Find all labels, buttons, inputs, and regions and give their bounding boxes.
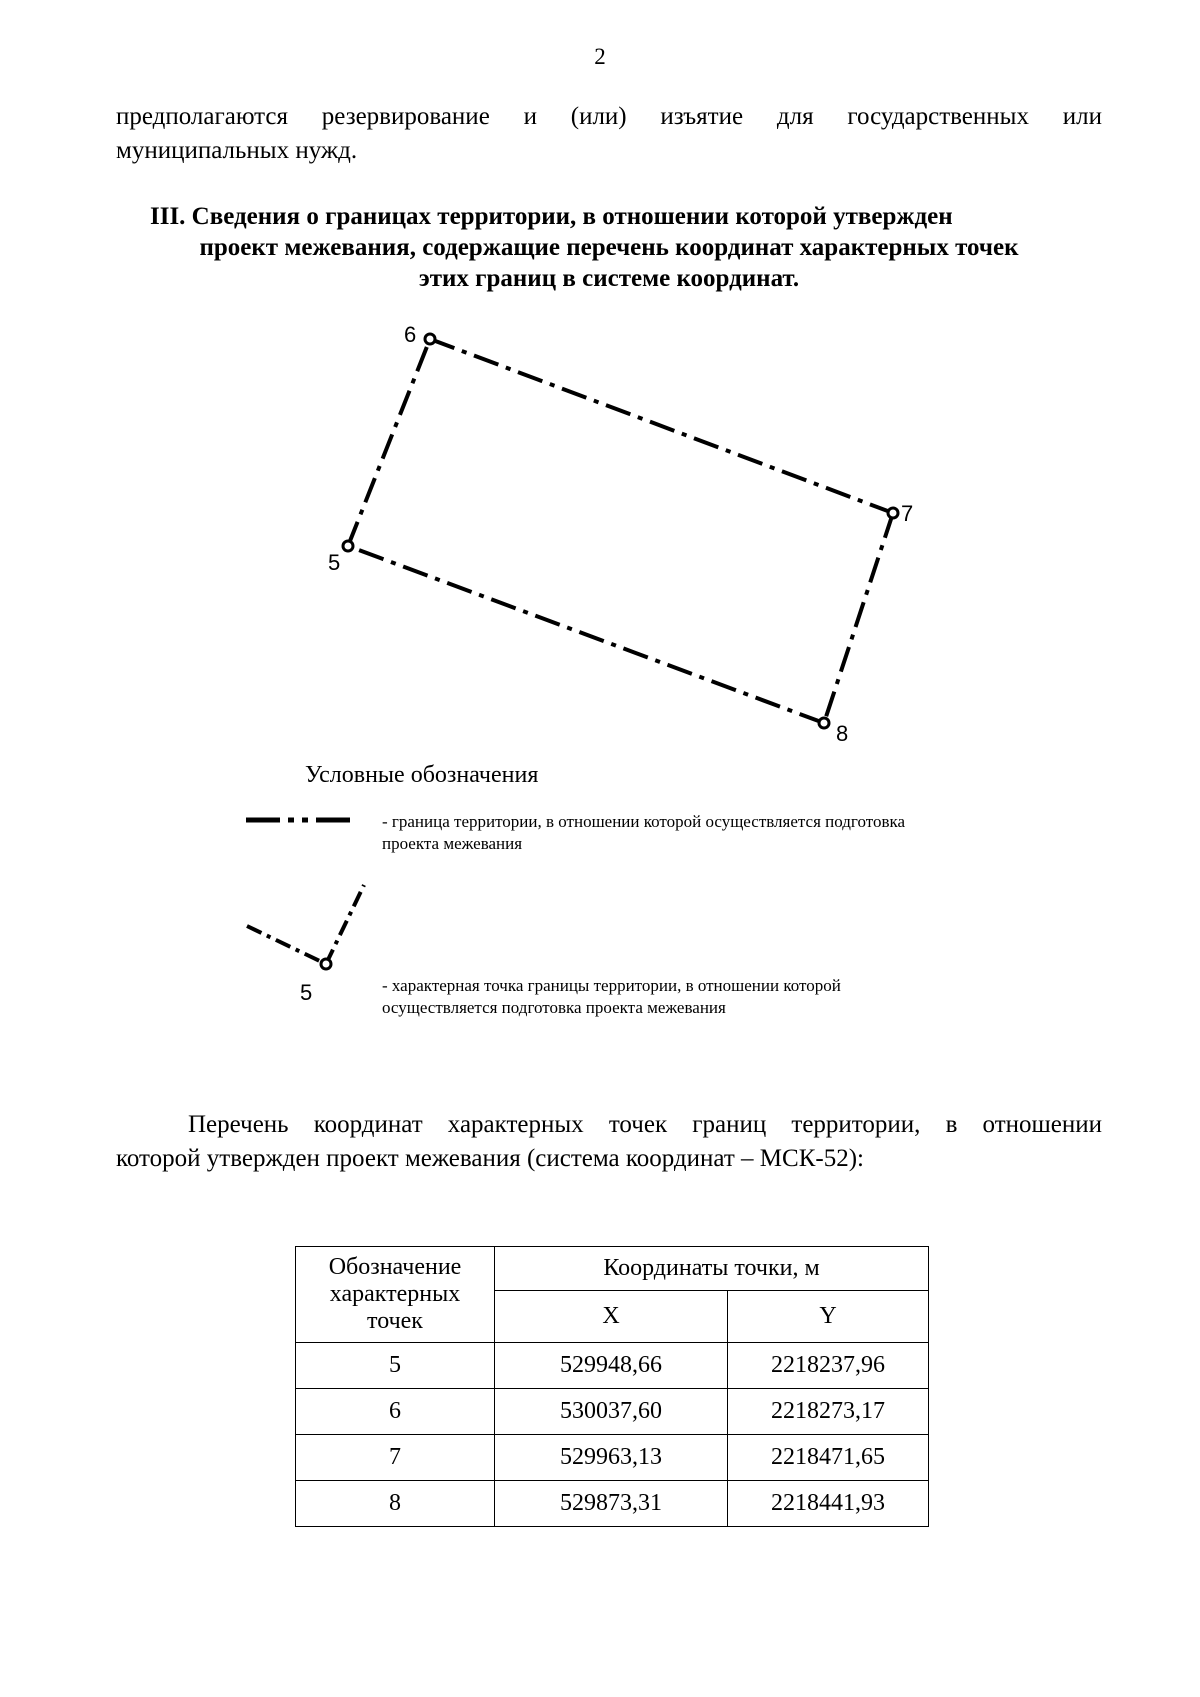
legend-title: Условные обозначения <box>305 762 539 788</box>
header-point-line-3: точек <box>367 1308 423 1334</box>
legend-boundary-description <box>382 811 1082 855</box>
header-y: Y <box>728 1291 929 1343</box>
cell-y: 2218471,65 <box>728 1435 929 1481</box>
boundary-segment-8-5 <box>348 546 824 723</box>
boundary-segment-7-8 <box>824 513 893 723</box>
header-x: X <box>495 1291 728 1343</box>
legend-point-line-1: - характерная точка границы территории, в отношении которой <box>382 976 841 995</box>
cell-point: 6 <box>296 1389 495 1435</box>
point-label-5: 5 <box>328 550 341 575</box>
header-coordinates: Координаты точки, м <box>495 1247 929 1291</box>
characteristic-point-5 <box>343 541 353 551</box>
characteristic-point-6 <box>425 334 435 344</box>
cell-y: 2218273,17 <box>728 1389 929 1435</box>
intro-line-1: предполагаются резервирование и (или) изъятие для государственных или <box>116 103 1102 130</box>
legend-point-symbol <box>321 959 331 969</box>
header-point-line-1: Обозначение <box>328 1254 462 1280</box>
coords-intro-line-2: которой утвержден проект межевания (система координат – МСК-52): <box>116 1145 864 1172</box>
legend-point-sample-label: 5 <box>300 980 313 1005</box>
point-label-8: 8 <box>836 721 849 746</box>
characteristic-point-8 <box>819 718 829 728</box>
legend-point-sample-segment-2 <box>326 885 364 964</box>
legend-point-line-2: осуществляется подготовка проекта межевания <box>382 998 726 1017</box>
section-heading-line-2: проект межевания, содержащие перечень координат характерных точек <box>199 234 1019 261</box>
cell-x: 529948,66 <box>495 1343 728 1389</box>
legend-point-description <box>382 975 1082 1019</box>
header-point-line-2: характерных <box>329 1281 461 1307</box>
table-row <box>296 1343 929 1389</box>
boundary-scheme <box>0 300 1200 760</box>
cell-point: 5 <box>296 1343 495 1389</box>
intro-line-2: муниципальных нужд. <box>116 137 358 164</box>
page-number: 2 <box>594 44 606 69</box>
boundary-segment-5-6 <box>348 339 430 546</box>
table-row <box>296 1389 929 1435</box>
cell-y: 2218237,96 <box>728 1343 929 1389</box>
legend-symbols <box>0 800 400 1020</box>
intro-paragraph <box>116 100 1102 168</box>
cell-point: 8 <box>296 1481 495 1527</box>
cell-x: 530037,60 <box>495 1389 728 1435</box>
cell-x: 529963,13 <box>495 1435 728 1481</box>
coordinates-table <box>295 1246 929 1527</box>
header-point-designation <box>296 1247 495 1343</box>
coords-intro-line-1: Перечень координат характерных точек границ территории, в отношении <box>188 1111 1102 1138</box>
point-label-7: 7 <box>901 501 914 526</box>
section-heading-line-3: этих границ в системе координат. <box>418 265 800 292</box>
section-heading-line-1: III. Сведения о границах территории, в отношении которой утвержден <box>150 203 953 230</box>
characteristic-point-7 <box>888 508 898 518</box>
coords-intro-paragraph <box>116 1108 1102 1176</box>
table-row <box>296 1435 929 1481</box>
cell-point: 7 <box>296 1435 495 1481</box>
legend-point-sample-segment-1 <box>247 926 326 964</box>
cell-x: 529873,31 <box>495 1481 728 1527</box>
point-label-6: 6 <box>404 322 417 347</box>
table-row <box>296 1481 929 1527</box>
legend-boundary-line-2: проекта межевания <box>382 834 523 853</box>
legend-boundary-line-1: - граница территории, в отношении которой осуществляется подготовка <box>382 812 906 831</box>
boundary-segment-6-7 <box>430 339 893 513</box>
section-heading <box>116 201 1102 294</box>
cell-y: 2218441,93 <box>728 1481 929 1527</box>
